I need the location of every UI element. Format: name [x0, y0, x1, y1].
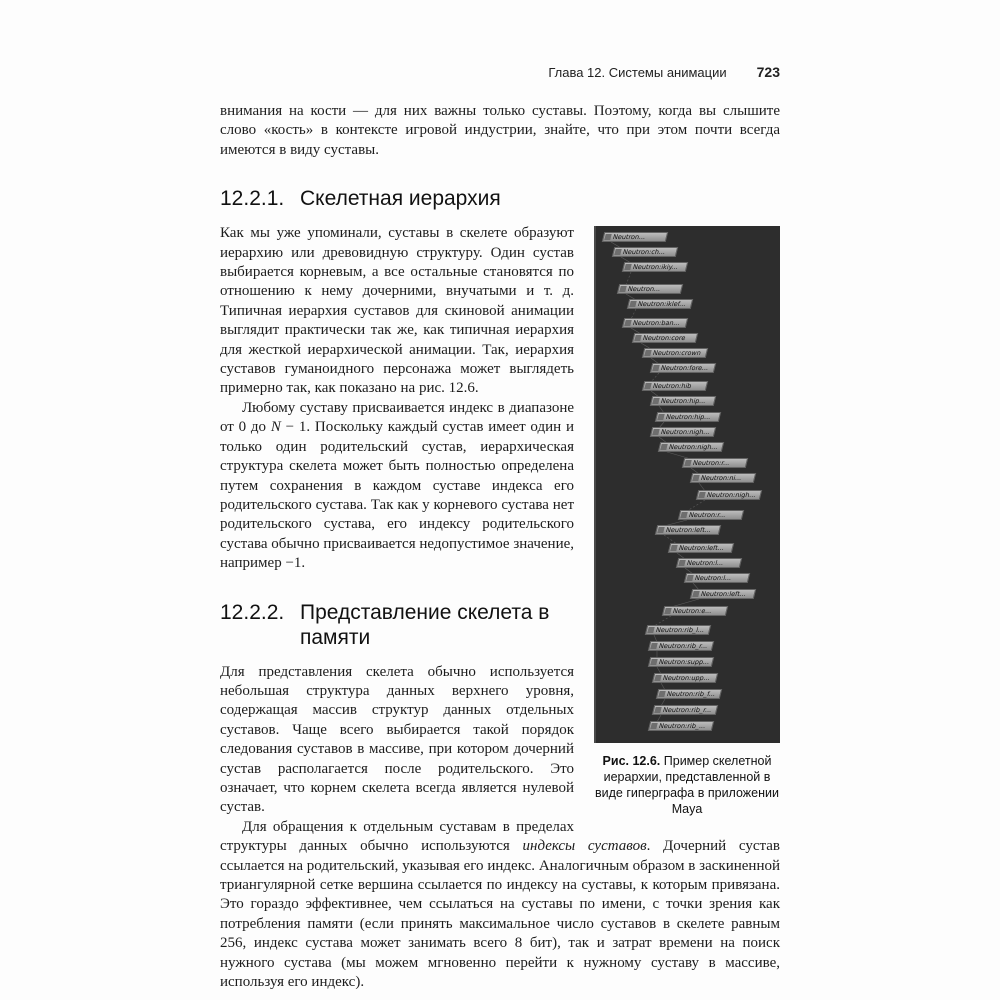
hypergraph-node: Neutron:hib [642, 381, 708, 391]
section-heading-12-2-2 [220, 600, 574, 650]
figure-caption [594, 753, 780, 817]
paragraph-text: Для обращения к отдельным суставам в пределах структуры данных обычно используются [220, 818, 574, 855]
hypergraph-node: Neutron:rib_f... [656, 689, 722, 699]
hypergraph-node: Neutron:left... [668, 543, 734, 553]
paragraph-text: Как мы уже упоминали, суставы в скелете образуют иерархию или древовидную структуру. Один сустав выбирается корневым, а все остальные становятся по отношению к нему дочерними, внучатыми и т. д. Типичная иерархия суставов для скиновой анимации выглядит практически так же, как типичная иерархия для жесткой иерархической анимации. Так, иерархия суставов гуманоидного персонажа может выглядеть примерно так, как показано на рис. 12.6. [220, 225, 574, 397]
figure-canvas [594, 226, 780, 743]
figure-12-6 [594, 226, 780, 817]
section-heading-12-2-1 [220, 186, 780, 211]
hypergraph-node: Neutron:iklef... [627, 299, 693, 309]
paragraph-text: − 1. Поскольку каждый сустав имеет один и только один родительский сустав, иерархическая структура скелета может быть полностью определена путем сохранения в каждом суставе индекса его родительского сустава. Так как у корневого сустава нет родительского сустава, его индексу родительского сустава обычно присваивается недопустимое значение, например −1. [220, 419, 575, 572]
figure-caption-label: Рис. 12.6. [602, 754, 661, 769]
hypergraph-node: Neutron:ch... [612, 247, 678, 257]
hypergraph-node: Neutron:ni... [690, 473, 756, 483]
running-header [220, 64, 780, 80]
section-title: Скелетная иерархия [300, 187, 501, 211]
hypergraph-node: Neutron:r... [682, 458, 748, 468]
hypergraph-node: Neutron:nigh... [650, 427, 716, 437]
term-italic: индексы суставов [522, 838, 647, 855]
hypergraph-node: Neutron:nigh... [658, 442, 724, 452]
hypergraph-node: Neutron:hip... [655, 412, 721, 422]
hypergraph-node: Neutron:ban... [622, 318, 688, 328]
paragraph-text: Любому суставу присваивается индекс в диапазоне от 0 до [220, 399, 574, 436]
hypergraph-node: Neutron:left... [655, 525, 721, 535]
section-number: 12.2.2. [220, 600, 285, 624]
hypergraph-node: Neutron:nigh... [696, 490, 762, 500]
hypergraph-node: Neutron:rib_r... [652, 705, 718, 715]
hypergraph-node: Neutron:l... [684, 573, 750, 583]
paragraph: Для представления скелета обычно используется небольшая структура данных верхнего уровня, содержащая массив структур данных отдельных суставов. Чаще всего выбирается такой порядок следования суставов в массиве, при котором дочерний сустав располагается после родительского. Это означает, что корнем скелета всегда является нулевой сустав. [220, 663, 574, 816]
section-title: Представление скелета в памяти [300, 600, 550, 649]
hypergraph-node: Neutron:rib_l... [645, 625, 711, 635]
hypergraph-node: Neutron:left... [690, 589, 756, 599]
hypergraph-node: Neutron:hip... [650, 396, 716, 406]
hypergraph-node: Neutron... [617, 284, 683, 294]
hypergraph-node: Neutron:upp... [652, 673, 718, 683]
page-content [220, 64, 780, 992]
hypergraph-node: Neutron:r... [678, 510, 744, 520]
hypergraph-node: Neutron:ikiy... [622, 262, 688, 272]
hypergraph-node: Neutron:e... [662, 606, 728, 616]
hypergraph-node: Neutron:rib_r... [648, 641, 714, 651]
hypergraph-node: Neutron:rib_... [648, 721, 714, 731]
hypergraph-node: Neutron... [602, 232, 668, 242]
running-header-title: Глава 12. Системы анимации [548, 65, 727, 80]
hypergraph-node: Neutron:crown [642, 348, 708, 358]
hypergraph-node: Neutron:fore... [650, 363, 716, 373]
hypergraph-node: Neutron:core [632, 333, 698, 343]
paragraph-text: . Дочерний сустав ссылается на родительский, указывая его индекс. Аналогичным образом в заскиненной триангулярной сетке вершина ссылается по индексу на суставы, к которым привязана. Это гораздо эффективнее, чем ссылаться на суставы по имени, с точки зрения как потребления памяти (если принять максимальное число суставов в скелете равным 256, индекс сустава может занимать всего 8 бит), так и затрат времени на поиск нужного сустава (мы можем мгновенно перейти к нужному суставу в массиве, используя его индекс). [220, 838, 780, 991]
paragraph [220, 818, 780, 993]
hypergraph-node: Neutron:l... [676, 558, 742, 568]
figure-caption-text: Пример скелетной иерархии, представленной в виде гиперграфа в приложении Maya [595, 754, 779, 817]
page-number: 723 [756, 64, 780, 80]
section-number: 12.2.1. [220, 187, 285, 211]
math-variable: N [270, 419, 281, 436]
intro-paragraph: внимания на кости — для них важны только суставы. Поэтому, когда вы слышите слово «кость» в контексте игровой индустрии, знайте, что при этом почти всегда имеются в виду суставы. [220, 103, 780, 158]
hypergraph-node: Neutron:supp... [648, 657, 714, 667]
